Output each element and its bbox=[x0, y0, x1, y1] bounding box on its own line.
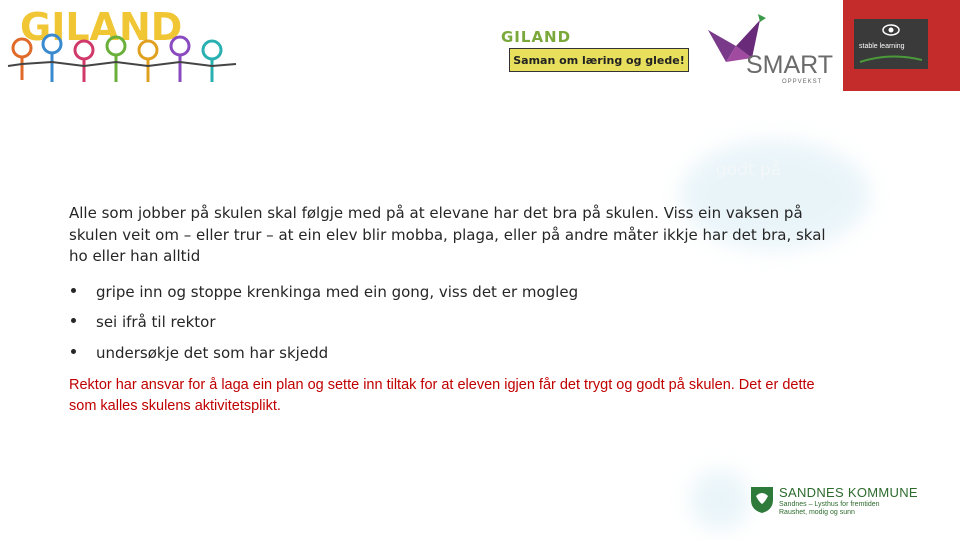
municipality-name: SANDNES KOMMUNE bbox=[779, 485, 918, 500]
saman-logo-slogan: Saman om læring og glede! bbox=[509, 48, 689, 72]
intro-paragraph: Alle som jobber på skulen skal følgje med på at elevane har det bra på skulen. Viss ein vaksen på skulen veit om – eller trur – at ein elev blir mobba, plaga, eller på andre måter ikkje har det bra, skal ho eller han alltid bbox=[69, 204, 826, 265]
svg-text:GILAND: GILAND bbox=[20, 5, 183, 49]
smart-logo-word: SMART bbox=[746, 51, 834, 79]
list-item-text: sei ifrå til rektor bbox=[96, 313, 216, 331]
green-swoosh-icon bbox=[858, 54, 924, 64]
faded-title-text: godt på bbox=[716, 160, 782, 180]
action-list bbox=[69, 282, 829, 374]
stable-logo-text: stable learning bbox=[859, 43, 905, 50]
children-holding-hands-illustration bbox=[0, 0, 245, 92]
smart-oppvekst-logo bbox=[700, 4, 840, 90]
activity-duty-note: Rektor har ansvar for å laga ein plan og sette inn tiltak for at eleven igjen får det trygt og godt på skulen. Det er dette som kalles skulens aktivitetsplikt. bbox=[69, 377, 815, 414]
list-item bbox=[69, 312, 829, 343]
sandnes-kommune-logo bbox=[750, 484, 940, 524]
slide-content bbox=[69, 203, 829, 417]
bullet-icon bbox=[71, 349, 76, 354]
saman-om-laering-logo bbox=[497, 24, 692, 74]
municipal-crest-icon bbox=[750, 486, 774, 514]
bullet-icon bbox=[71, 288, 76, 293]
stable-learning-logo bbox=[854, 19, 928, 69]
tagline-line-2: Raushet, modig og sunn bbox=[779, 509, 855, 516]
eye-icon bbox=[882, 23, 900, 37]
bullet-icon bbox=[71, 318, 76, 323]
list-item bbox=[69, 343, 829, 374]
saman-logo-word: GILAND bbox=[501, 28, 572, 46]
background-blob bbox=[690, 470, 750, 530]
municipality-tagline bbox=[779, 501, 880, 517]
giland-kids-logo bbox=[0, 0, 245, 92]
list-item bbox=[69, 282, 829, 313]
list-item-text: gripe inn og stoppe krenkinga med ein gong, viss det er mogleg bbox=[96, 282, 579, 301]
tagline-line-1: Sandnes – Lysthus for fremtiden bbox=[779, 501, 880, 508]
smart-logo-sub: OPPVEKST bbox=[782, 79, 823, 85]
list-item-text: undersøkje det som har skjedd bbox=[96, 343, 329, 362]
